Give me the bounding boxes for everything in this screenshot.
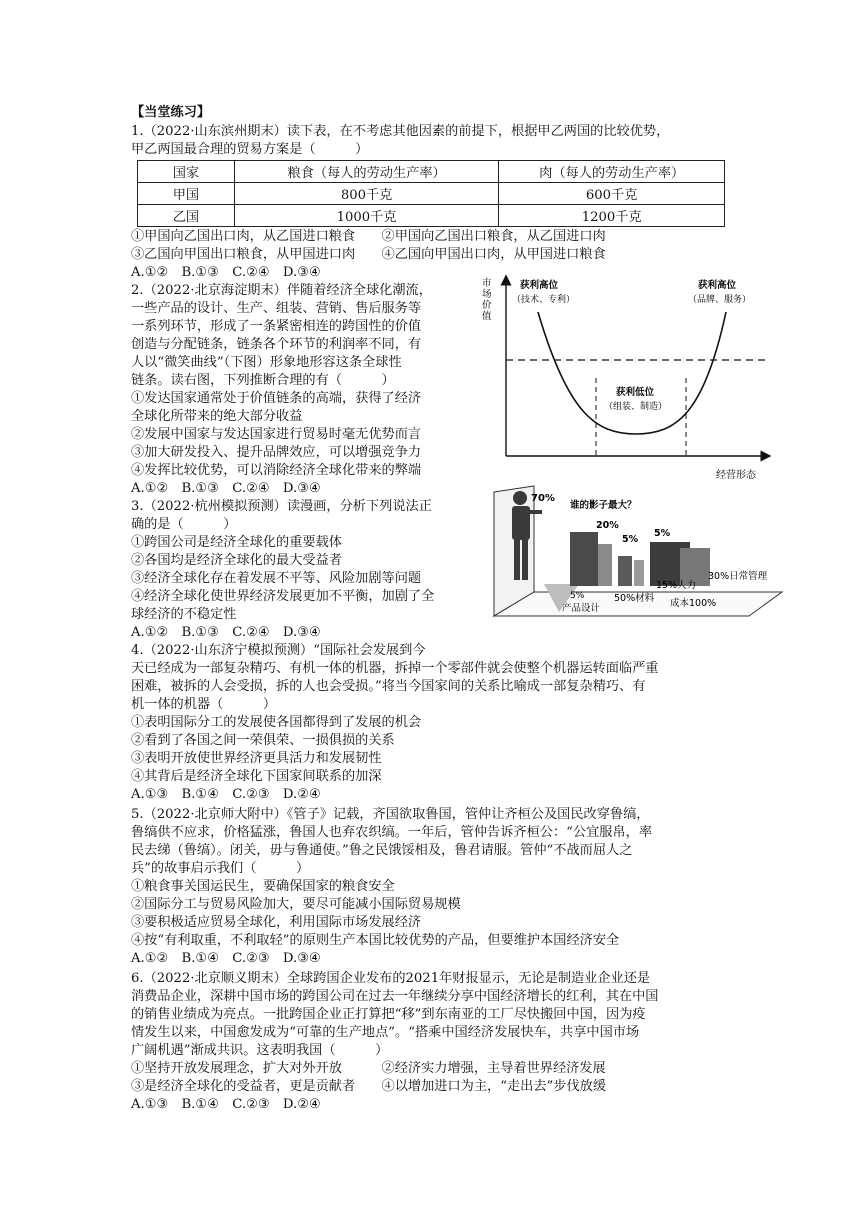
question-text-line: 4.（2022·山东济宁模拟预测）“国际社会发展到今 (131, 643, 426, 658)
low-subtitle: （组装、制造） (604, 402, 668, 412)
answer-choices: A.①② B.①③ C.②④ D.③④ (131, 481, 321, 496)
table-header-cell: 肉（每人的劳动生产率） (499, 161, 725, 183)
answer-option-line: ④其背后是经济全球化下国家间联系的加深 (131, 769, 382, 784)
question-text-line: 5.（2022·北京师大附中）《管子》记载，齐国欲取鲁国，管仲让齐桓公及国民改穿鲁缟， (131, 807, 650, 822)
y-axis-label-char-4: 值 (482, 311, 492, 322)
y-axis-label (482, 277, 495, 322)
low-title: 获利低位 (616, 387, 655, 398)
answer-option-line: ①甲国向乙国出口肉，从乙国进口粮食 ②甲国向乙国出口粮食，从乙国进口肉 (131, 229, 606, 244)
answer-choices: A.①② B.①③ C.②④ D.③④ (131, 265, 321, 280)
label-total-cost: 成本100% (670, 598, 717, 609)
label-20-percent: 20% (596, 520, 619, 531)
figure-arm-icon (530, 510, 542, 514)
question-text-line: 3.（2022·杭州模拟预测）读漫画，分析下列说法正 (131, 499, 432, 514)
smile-curve-svg (476, 274, 776, 484)
answer-option-line: ③经济全球化存在着发展不平等、风险加剧等问题 (131, 571, 422, 586)
table-cell: 1200千克 (499, 205, 725, 227)
smile-curve-figure (476, 274, 776, 484)
y-axis-label-char-1: 市 (482, 278, 492, 289)
question-text-line: 困难，被拆的人会受损，拆的人也会受损。”将当今国家间的关系比喻成一部复杂精巧、有 (131, 679, 646, 694)
question-text-line: 甲乙两国最合理的贸易方案是（ ） (131, 142, 369, 157)
table-header-row (138, 161, 725, 183)
cartoon-question: 谁的影子最大？ (570, 500, 637, 511)
answer-option-line: ①发达国家通常处于价值链条的高端，获得了经济 (131, 391, 422, 406)
label-management: 30%日常管理 (708, 571, 768, 582)
question-text-line: 情发生以来，中国愈发成为“可靠的生产地点”。“搭乘中国经济发展快车，共享中国市场 (131, 1025, 640, 1040)
figure-body-icon (512, 506, 530, 540)
answer-option-line: ①坚持开放发展理念，扩大对外开放 ②经济实力增强，主导着世界经济发展 (131, 1061, 606, 1076)
label-70-percent: 70% (531, 493, 555, 504)
answer-option-line: ①表明国际分工的发展使各国都得到了发展的机会 (131, 715, 422, 730)
question-text-line: 6.（2022·北京顺义期末）全球跨国企业发布的2021年财报显示，无论是制造业企业还是 (131, 971, 651, 986)
question-text-line: 一系列环节，形成了一条紧密相连的跨国性的价值 (131, 319, 422, 334)
y-axis-label-char-3: 价 (482, 300, 492, 311)
shadow-cartoon-svg (484, 484, 784, 618)
question-text-line: 创造与分配链条，链条各个环节的利润率不同，有 (131, 337, 422, 352)
question-text-line: 一些产品的设计、生产、组装、营销、售后服务等 (131, 301, 422, 316)
table-cell: 800千克 (234, 183, 499, 205)
table-cell: 甲国 (138, 183, 235, 205)
question-text-line: 民去绨（鲁缟）。闭关，毋与鲁通使。”鲁之民饿馁相及，鲁君请服。管仲“不战而屈人之 (131, 843, 633, 858)
question-text-line: 鲁缟供不应求，价格猛涨，鲁国人也弃农织缟。一年后，管仲告诉齐桓公：“公宜服帛，率 (131, 825, 653, 840)
answer-choices: A.①③ B.①④ C.②③ D.②④ (131, 1097, 321, 1112)
answer-option-line: ③乙国向甲国出口粮食，从甲国进口肉 ④乙国向甲国出口肉，从甲国进口粮食 (131, 247, 606, 262)
question-text-line: 链条。读右图，下列推断合理的有（ ） (131, 373, 395, 388)
answer-option-line: ①跨国公司是经济全球化的重要载体 (131, 535, 342, 550)
material-block-icon (598, 544, 612, 586)
question-text-line: 天已经成为一部复杂精巧、有机一体的机器，拆掉一个零部件就会使整个机器运转面临严重 (131, 661, 659, 676)
answer-choices: A.①② B.①③ C.②④ D.③④ (131, 625, 321, 640)
figure-leg-icon (514, 540, 520, 580)
answer-option-line: ③要积极适应贸易全球化，利用国际市场发展经济 (131, 915, 422, 930)
table-row (138, 183, 725, 205)
question-text-line: 1.（2022·山东滨州期末）读下表，在不考虑其他因素的前提下，根据甲乙两国的比较优势， (131, 124, 670, 139)
answer-option-line: ④按“有利取重，不利取轻”的原则生产本国比较优势的产品，但要维护本国经济安全 (131, 933, 620, 948)
smile-curve (538, 312, 726, 434)
figure-leg-icon (522, 540, 528, 580)
question-text-line: 的销售业绩成为亮点。一批跨国企业正打算把“移”到东南亚的工厂尽快搬回中国，因为疫 (131, 1007, 646, 1022)
label-product-design: 产品设计 (562, 603, 601, 614)
question-text-line: 广阔机遇”渐成共识。这表明我国（ ） (131, 1043, 389, 1058)
table-header-cell: 粮食（每人的劳动生产率） (234, 161, 499, 183)
high-left-subtitle: （技术、专利） (512, 295, 576, 305)
x-axis-label: 经营形态 (716, 470, 756, 481)
answer-option-line: ③表明开放使世界经济更具活力和发展韧性 (131, 751, 382, 766)
question-text-line: 兵”的故事启示我们（ ） (131, 861, 310, 876)
answer-option-line: ③是经济全球化的受益者，更是贡献者 ④以增加进口为主，“走出去”步伐放缓 (131, 1079, 607, 1094)
answer-option-line: ④发挥比较优势，可以消除经济全球化带来的弊端 (131, 463, 422, 478)
material-block-icon (570, 532, 598, 586)
y-axis-label-char-2: 场 (482, 289, 492, 300)
table-cell: 乙国 (138, 205, 235, 227)
figure-head-icon (513, 491, 527, 505)
answer-option-line: ②发展中国家与发达国家进行贸易时毫无优势而言 (131, 427, 422, 442)
section-title: 【当堂练习】 (131, 105, 211, 120)
answer-option-line: 球经济的不稳定性 (131, 607, 237, 622)
label-materials: 50%材料 (614, 593, 655, 604)
answer-option-line: ④经济全球化使世界经济发展更加不平衡，加剧了全 (131, 589, 435, 604)
labor-block-icon (618, 556, 632, 586)
table-header-cell: 国家 (138, 161, 235, 183)
answer-option-line: ③加大研发投入、提升品牌效应，可以增强竞争力 (131, 445, 422, 460)
high-left-title: 获利高位 (520, 280, 559, 291)
table-cell: 600千克 (499, 183, 725, 205)
question-text-line: 确的是（ ） (131, 517, 237, 532)
label-5-percent: 5% (570, 591, 585, 601)
label-5-percent: 5% (622, 534, 639, 545)
label-labor: 15%人力 (656, 580, 697, 591)
answer-option-line: ②各国均是经济全球化的最大受益者 (131, 553, 342, 568)
high-right-subtitle: （品牌、服务） (688, 295, 752, 305)
productivity-table (137, 160, 725, 227)
question-text-line: 消费品企业，深耕中国市场的跨国公司在过去一年继续分享中国经济增长的红利，其在中国 (131, 989, 659, 1004)
shadow-cartoon-figure (484, 484, 784, 618)
answer-choices: A.①② B.①④ C.②③ D.③④ (131, 951, 321, 966)
labor-block-icon (634, 560, 644, 586)
question-text-line: 机一体的机器（ ） (131, 697, 277, 712)
answer-option-line: ②看到了各国之间一荣俱荣、一损俱损的关系 (131, 733, 395, 748)
question-text-line: 人以“微笑曲线”（下图）形象地形容这条全球性 (131, 355, 402, 370)
table-cell: 1000千克 (234, 205, 499, 227)
question-text-line: 2.（2022·北京海淀期末）伴随着经济全球化潮流， (131, 283, 432, 298)
answer-choices: A.①③ B.①④ C.②③ D.②④ (131, 787, 321, 802)
answer-option-line: 全球化所带来的绝大部分收益 (131, 409, 303, 424)
table-row (138, 205, 725, 227)
label-5-percent: 5% (654, 528, 671, 539)
high-right-title: 获利高位 (698, 280, 737, 291)
answer-option-line: ②国际分工与贸易风险加大，要尽可能减小国际贸易规模 (131, 897, 461, 912)
answer-option-line: ①粮食事关国运民生，要确保国家的粮食安全 (131, 879, 395, 894)
